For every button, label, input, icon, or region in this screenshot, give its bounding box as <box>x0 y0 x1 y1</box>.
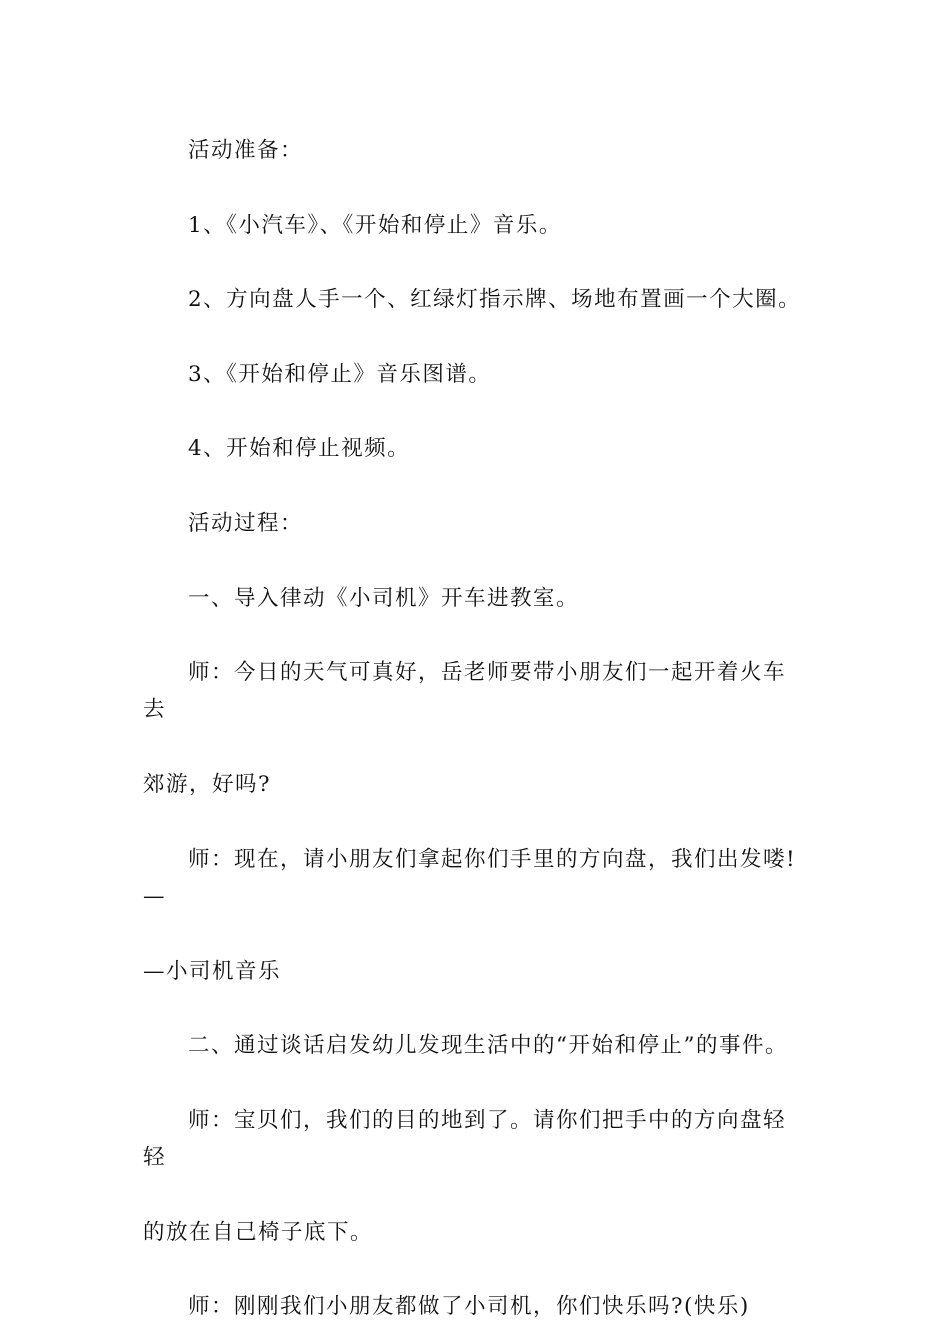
text-line: 3、《开始和停止》音乐图谱。 <box>188 361 492 387</box>
dialogue-paragraph <box>143 1288 803 1325</box>
text-line: 师：现在，请小朋友们拿起你们手里的方向盘，我们出发喽!— <box>143 846 797 909</box>
dialogue-paragraph <box>143 1102 803 1251</box>
text-line-continued: —小司机音乐 <box>143 958 282 984</box>
text-line: 活动过程： <box>188 510 304 536</box>
list-item <box>143 430 803 467</box>
text-line: 一、导入律动《小司机》开车进教室。 <box>188 585 580 611</box>
list-item <box>143 207 803 244</box>
text-line-continued: 郊游，好吗? <box>143 772 272 798</box>
text-line: 二、通过谈话启发幼儿发现生活中的“开始和停止”的事件。 <box>188 1033 788 1059</box>
step-heading <box>143 580 803 617</box>
dialogue-paragraph <box>143 841 803 990</box>
text-line: 4、开始和停止视频。 <box>188 436 411 462</box>
text-line: 2、方向盘人手一个、红绿灯指示牌、场地布置画一个大圈。 <box>188 287 802 313</box>
document-body <box>143 132 803 1326</box>
text-line: 师：刚刚我们小朋友都做了小司机，你们快乐吗?(快乐) <box>188 1294 750 1320</box>
text-line: 师：今日的天气可真好，岳老师要带小朋友们一起开着火车去 <box>143 660 787 723</box>
section-heading-preparation <box>143 132 803 169</box>
section-heading-process <box>143 505 803 542</box>
list-item <box>143 281 803 318</box>
dialogue-paragraph <box>143 654 803 803</box>
text-line: 1、《小汽车》、《开始和停止》音乐。 <box>188 212 562 238</box>
step-heading <box>143 1027 803 1064</box>
list-item <box>143 356 803 393</box>
text-line: 活动准备： <box>188 138 304 163</box>
text-line: 师：宝贝们，我们的目的地到了。请你们把手中的方向盘轻轻 <box>143 1107 787 1171</box>
text-line-continued: 的放在自己椅子底下。 <box>143 1219 374 1245</box>
